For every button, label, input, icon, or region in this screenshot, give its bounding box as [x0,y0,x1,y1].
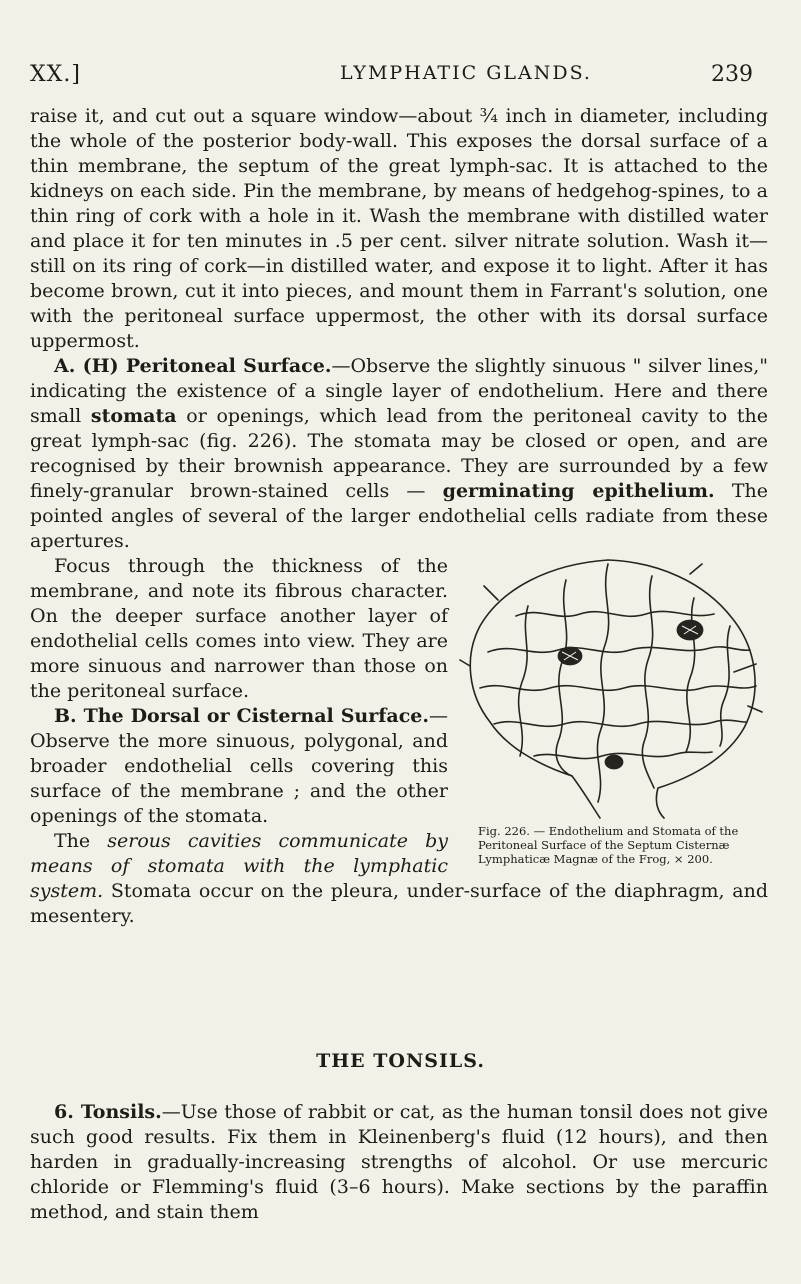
main-text [30,104,768,929]
section-a-text-3: The pointed angles of several of the larger endothelial cells radiate from these apertures. [30,480,769,552]
intro-paragraph: raise it, and cut out a square window—about ¾ inch in diameter, including the whole of the posterior body-wall. This exposes the dorsal surface of a thin membrane, the septum of the great lymph-sac. It is attached to the kidneys on each side. Pin the membrane, by means of hedgehog-spines, to a thin ring of cork with a hole in it. Wash the membrane with distilled water and place it for ten minutes in .5 per cent. silver nitrate solution. Wash it—still on its ring of cork—in distilled water, and expose it to light. After it has become brown, cut it into pieces, and mount them in Farrant's solution, one with the peritoneal surface uppermost, the other with its dorsal surface uppermost. [30,105,768,352]
serous-text-2: Stomata occur on the pleura, under-surface of the diaphragm, and mesentery. [30,880,768,927]
running-title: LYMPHATIC GLANDS. [340,62,592,84]
tonsils-paragraph [30,1100,768,1225]
serous-text-1: The [54,830,108,852]
term-stomata: stomata [90,405,177,427]
tonsils-heading: THE TONSILS. [316,1050,485,1072]
stomata-illustration [458,556,768,824]
section-a-paragraph [30,354,768,554]
section-a-heading: A. (H) Peritoneal Surface. [54,355,332,377]
focus-paragraph: Focus through the thickness of the membrane, and note its fibrous character. On the deeper surface another layer of endothelial cells comes into view. They are more sinuous and narrower than those on the peritoneal surface. [30,555,448,702]
section-a-text-1: —Observe the slightly sinuous " silver lines," indicating the existence of a single layer of endothelium. Here and there small [30,355,768,427]
running-head [0,62,801,92]
chapter-marker: XX.] [30,62,81,87]
tonsils-text: —Use those of rabbit or cat, as the human tonsil does not give such good results. Fix them in Kleinenberg's fluid (12 hours), and then harden in gradually-increasing strengths of alcohol. Or use mercuric chloride or Flemming's fluid (3–6 hours). Make sections by the paraffin method, and stain them [30,1101,768,1223]
page-number: 239 [711,62,753,87]
term-germinating-epithelium: germinating epithelium. [442,480,715,502]
figure-caption: Fig. 226. — Endothelium and Stomata of the Peritoneal Surface of the Septum Cisternæ Lymphaticæ Magnæ of the Frog, × 200. [478,824,739,866]
figure-226 [458,556,768,866]
section-a-text-2: or openings, which lead from the peritoneal cavity to the great lymph-sac (fig. 226). The stomata may be closed or open, and are recognised by their brownish appearance. They are surrounded by a few finely-granular brown-stained cells — [30,405,768,502]
tonsils-item-label: 6. Tonsils. [54,1101,162,1123]
section-b-text: —Observe the more sinuous, polygonal, and broader endothelial cells covering this surface of the membrane ; and the other openings of the stomata. [30,705,448,827]
serous-italic-1: serous [107,830,171,852]
section-b-heading: B. The Dorsal or Cisternal Surface. [54,705,429,727]
serous-italic-2: cavities communicate by means of stomata with the lymphatic system. [30,830,448,902]
